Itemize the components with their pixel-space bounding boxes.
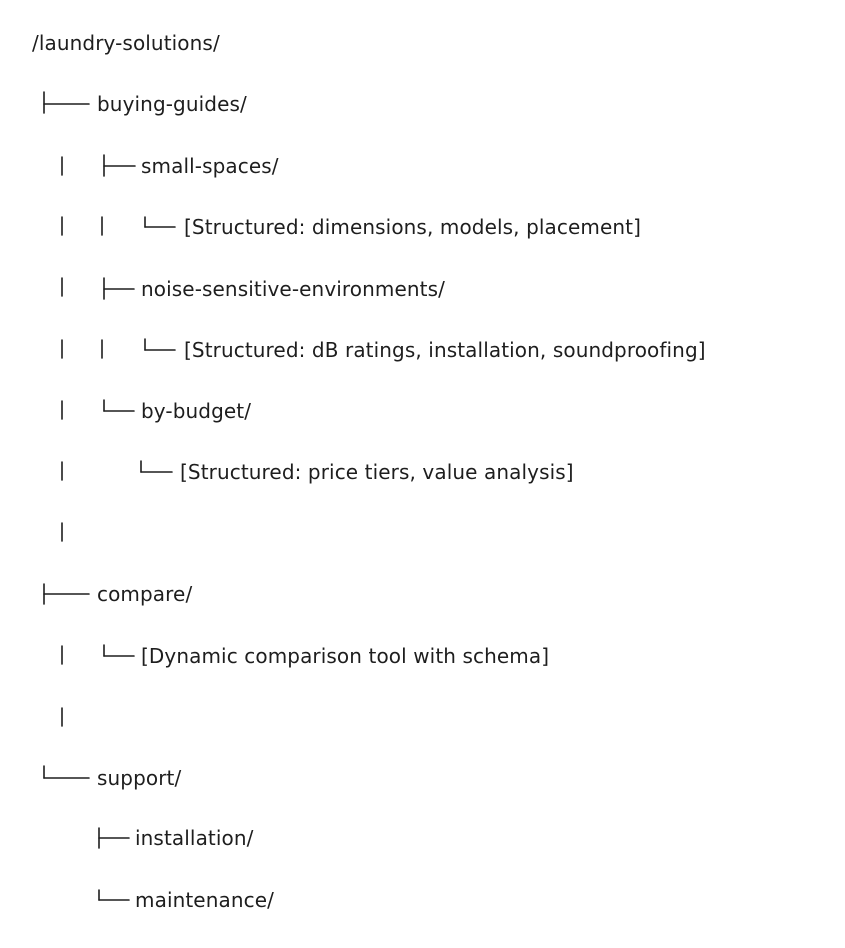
node-label-small-spaces-structured: [Structured: dimensions, models, placement]	[184, 215, 641, 239]
tree-node-small-spaces	[0, 151, 845, 181]
node-label-maintenance: maintenance/	[135, 888, 274, 912]
tree-node-noise-structured	[0, 335, 845, 365]
tree-node-noise-sensitive	[0, 274, 845, 304]
node-label-noise-sensitive: noise-sensitive-environments/	[141, 277, 445, 301]
tree-node-budget-structured	[0, 457, 845, 487]
tree-node-installation	[0, 823, 845, 853]
node-label-noise-structured: [Structured: dB ratings, installation, soundproofing]	[184, 338, 706, 362]
node-label-buying-guides: buying-guides/	[97, 92, 247, 116]
tree-node-small-spaces-structured	[0, 212, 845, 242]
node-label-support: support/	[97, 766, 182, 790]
node-label-compare-tool: [Dynamic comparison tool with schema]	[141, 644, 550, 668]
node-label-installation: installation/	[135, 826, 254, 850]
node-label-budget-structured: [Structured: price tiers, value analysis]	[180, 460, 574, 484]
tree-root-row	[0, 28, 845, 58]
tree-node-support	[0, 763, 845, 793]
tree-node-buying-guides	[0, 89, 845, 119]
tree-root-label: /laundry-solutions/	[32, 31, 220, 55]
tree-node-compare	[0, 579, 845, 609]
tree-node-compare-tool	[0, 641, 845, 671]
node-label-by-budget: by-budget/	[141, 399, 252, 423]
node-label-compare: compare/	[97, 582, 193, 606]
node-label-small-spaces: small-spaces/	[141, 154, 279, 178]
tree-node-by-budget	[0, 396, 845, 426]
tree-node-maintenance	[0, 885, 845, 915]
